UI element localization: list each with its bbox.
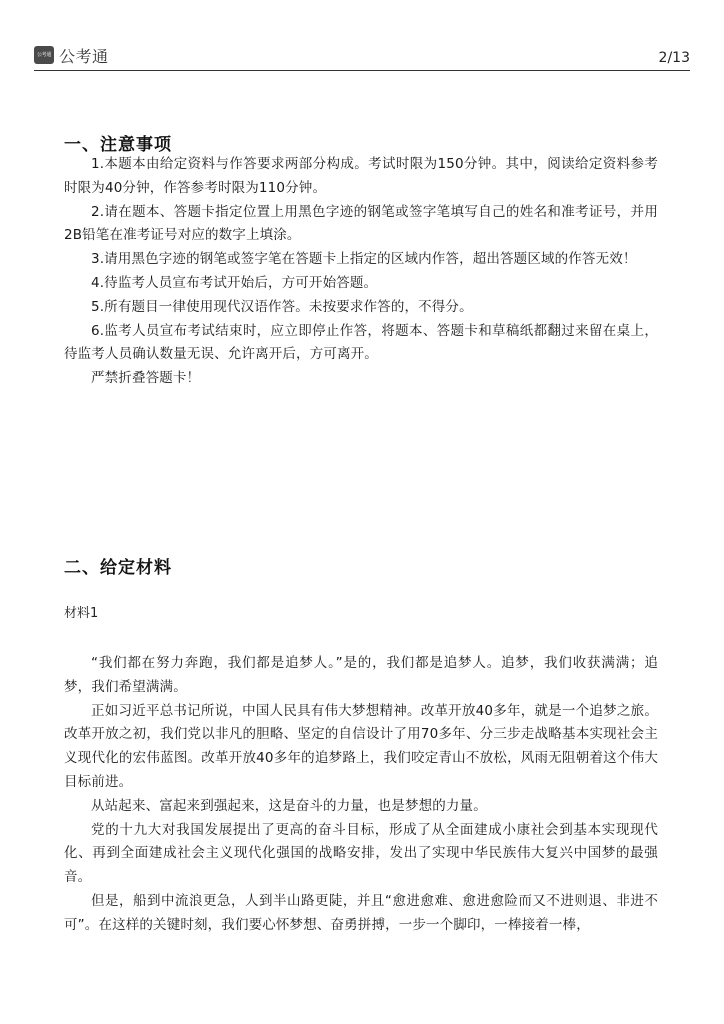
section-title-notes: 一、注意事项 (64, 135, 172, 155)
material-paragraph: “我们都在努力奔跑，我们都是追梦人。”是的，我们都是追梦人。追梦，我们收获满满；追梦，我们希望满满。 (64, 655, 658, 695)
note-paragraph: 严禁折叠答题卡！ (91, 370, 201, 387)
material-label: 材料1 (64, 606, 99, 621)
material-paragraph: 从站起来、富起来到强起来，这是奋斗的力量，也是梦想的力量。 (91, 797, 487, 814)
material-paragraph: 党的十九大对我国发展提出了更高的奋斗目标，形成了从全面建成小康社会到基本实现现代化、再到全面建成社会主义现代化强国的战略安排，发出了实现中华民族伟大复兴中国梦的最强音。 (64, 821, 658, 886)
note-paragraph: 5.所有题目一律使用现代汉语作答。未按要求作答的，不得分。 (91, 298, 473, 315)
notes-body (64, 153, 658, 391)
page-number: 2/13 (658, 50, 690, 66)
note-paragraph: 4.待监考人员宣布考试开始后，方可开始答题。 (91, 274, 378, 291)
logo-text: 公考通 (59, 46, 109, 66)
note-paragraph: 1.本题本由给定资料与作答要求两部分构成。考试时限为150分钟。其中，阅读给定资料参考时限为40分钟，作答参考时限为110分钟。 (64, 156, 658, 196)
material-paragraph: 正如习近平总书记所说，中国人民具有伟大梦想精神。改革开放40多年，就是一个追梦之旅。改革开放之初，我们党以非凡的胆略、坚定的自信设计了用70多年、分三步走战略基本实现社会主义现代化的宏伟蓝图。改革开放40多年的追梦路上，我们咬定青山不放松，风雨无阻朝着这个伟大目标前进。 (64, 702, 658, 790)
section-title-materials: 二、给定材料 (64, 558, 172, 578)
note-paragraph: 3.请用黑色字迹的钢笔或签字笔在答题卡上指定的区域内作答，超出答题区域的作答无效！ (91, 251, 637, 268)
logo-mark-icon: 公考通 (34, 46, 54, 64)
material-paragraph: 但是，船到中流浪更急，人到半山路更陡，并且“愈进愈难、愈进愈险而又不进则退、非进不可”。在这样的关键时刻，我们要心怀梦想、奋勇拼搏，一步一个脚印，一棒接着一棒， (64, 892, 658, 933)
material-body (64, 652, 658, 938)
note-paragraph: 2.请在题本、答题卡指定位置上用黑色字迹的钢笔或签字笔填写自己的姓名和准考证号，并用2B铅笔在准考证号对应的数字上填涂。 (64, 203, 658, 244)
note-paragraph: 6.监考人员宣布考试结束时，应立即停止作答，将题本、答题卡和草稿纸都翻过来留在桌上，待监考人员确认数量无误、允许离开后，方可离开。 (64, 322, 658, 363)
page-header (34, 40, 690, 71)
logo (34, 44, 109, 66)
